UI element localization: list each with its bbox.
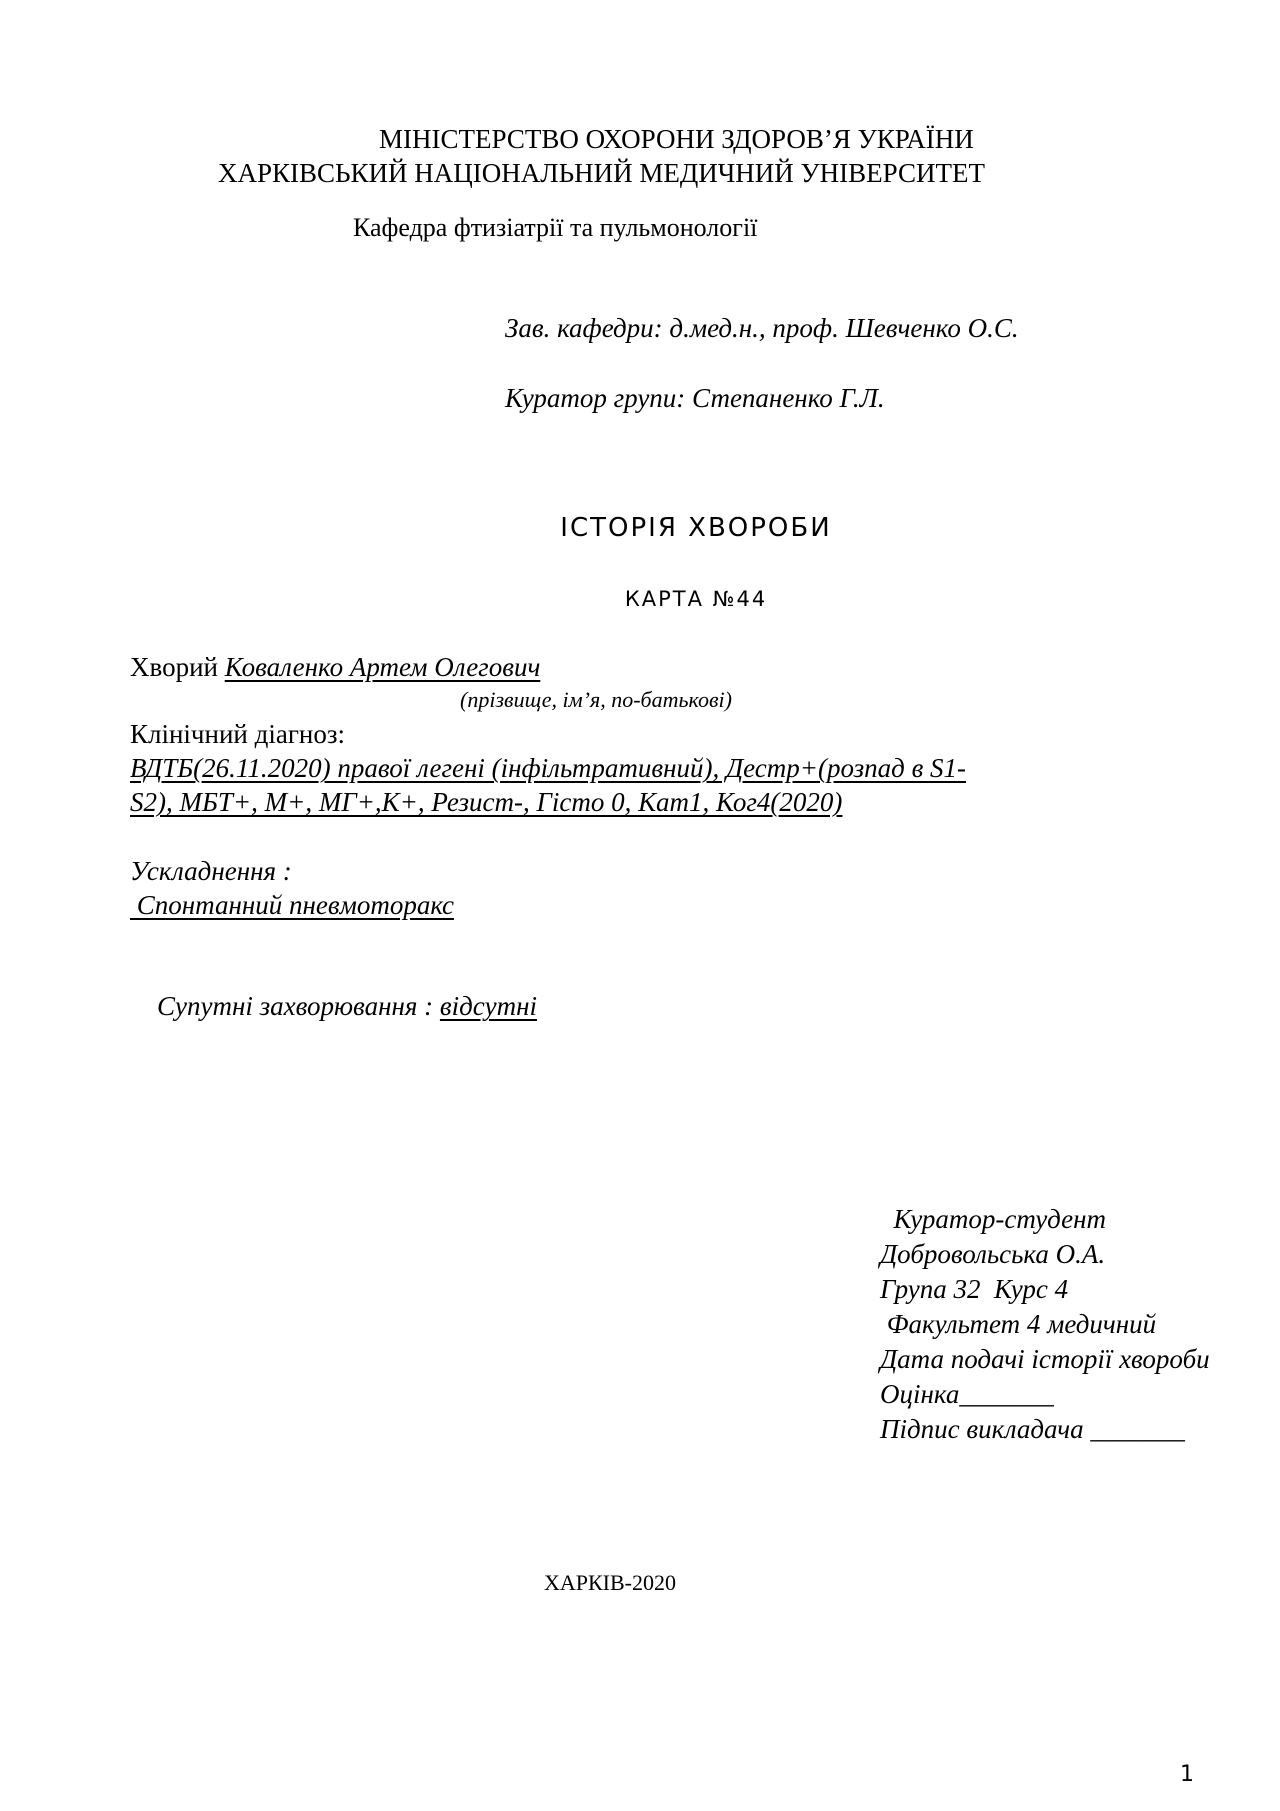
comorbid-label: Супутні захворювання : <box>157 991 440 1021</box>
department-head: Зав. кафедри: д.мед.н., проф. Шевченко О.С. <box>505 313 1019 343</box>
page-number: 1 <box>1180 1762 1194 1787</box>
patient-name-hint: (прізвище, ім’я, по-батькові) <box>460 687 732 712</box>
student-role: Куратор-студент <box>880 1204 1106 1234</box>
diagnosis-line-2: S2), МБТ+, М+, МГ+,К+, Резист-, Гісто 0, Кат1, Ког4(2020) <box>130 787 843 817</box>
patient-label: Хворий <box>130 652 225 682</box>
grade-field: Оцінка_______ <box>880 1379 1054 1409</box>
patient-line <box>130 652 540 683</box>
complications-label: Ускладнення : <box>130 856 292 886</box>
city-year: ХАРКІВ-2020 <box>544 1570 677 1595</box>
comorbid-value: відсутні <box>439 991 537 1021</box>
diagnosis-line-1: ВДТБ(26.11.2020) правої легені (інфільтративний), Дестр+(розпад в S1- <box>130 753 967 783</box>
student-name: Добровольська О.А. <box>880 1239 1106 1269</box>
document-title: ІСТОРІЯ ХВОРОБИ <box>560 513 832 543</box>
department-heading: Кафедра фтизіатрії та пульмонології <box>353 213 758 242</box>
card-number: КАРТА №44 <box>624 587 768 611</box>
comorbid-line <box>130 960 537 1053</box>
student-faculty: Факультет 4 медичний <box>880 1309 1157 1339</box>
university-heading: ХАРКІВСЬКИЙ НАЦІОНАЛЬНИЙ МЕДИЧНИЙ УНІВЕРСИТЕТ <box>218 158 985 188</box>
ministry-heading: МІНІСТЕРСТВО ОХОРОНИ ЗДОРОВ’Я УКРАЇНИ <box>379 124 974 154</box>
patient-name: Коваленко Артем Олегович <box>224 652 541 682</box>
student-group: Група 32 Курс 4 <box>880 1274 1069 1304</box>
diagnosis-label: Клінічний діагноз: <box>130 719 346 749</box>
complications-value: Спонтанний пневмоторакс <box>130 890 454 920</box>
teacher-signature-field: Підпис викладача _______ <box>880 1414 1185 1444</box>
group-curator: Куратор групи: Степаненко Г.Л. <box>505 383 885 413</box>
submission-date: Дата подачі історії хвороби <box>880 1344 1210 1374</box>
